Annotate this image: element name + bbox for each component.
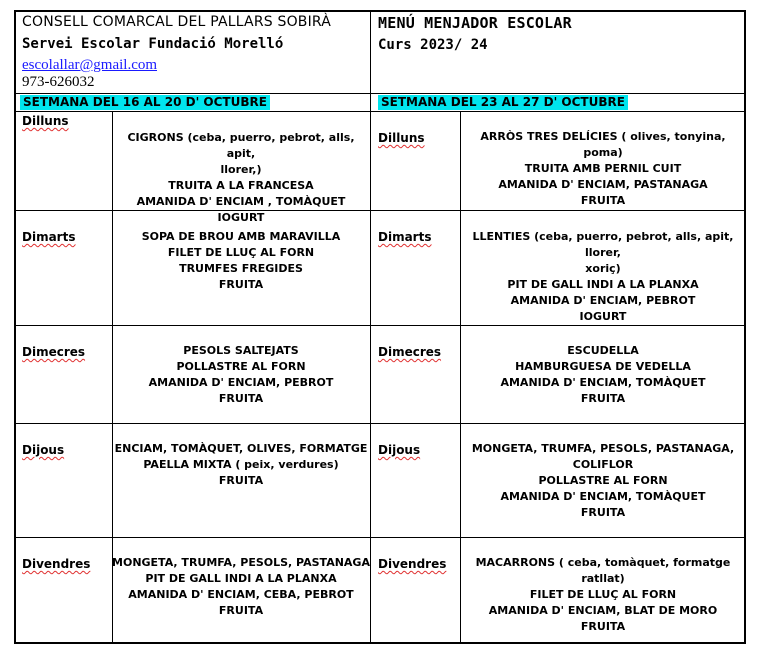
menu-line: FRUITA <box>580 620 626 633</box>
week-2-day-dimarts: Dimarts <box>378 230 432 244</box>
week-2-day-dijous: Dijous <box>378 443 421 457</box>
menu-line: AMANIDA D' ENCIAM, CEBA, PEBROT <box>128 588 354 601</box>
menu-line: MONGETA, TRUMFA, PESOLS, PASTANAGA <box>112 556 370 569</box>
week-2-label: SETMANA DEL 23 AL 27 D' OCTUBRE <box>378 95 628 110</box>
menu-line: AMANIDA D' ENCIAM, BLAT DE MORO <box>488 604 718 617</box>
menu-line: AMANIDA D' ENCIAM, TOMÀQUET <box>500 376 706 389</box>
menu-line: AMANIDA D' ENCIAM, PEBROT <box>148 376 334 389</box>
week-2-menu-divendres <box>460 555 746 635</box>
menu-line: HAMBURGUESA DE VEDELLA <box>515 360 691 373</box>
menu-title: MENÚ MENJADOR ESCOLAR <box>378 14 572 32</box>
menu-line: FRUITA <box>218 474 264 487</box>
menu-line: FRUITA <box>580 392 626 405</box>
menu-line: TRUITA AMB PERNIL CUIT <box>524 162 682 175</box>
org-name: CONSELL COMARCAL DEL PALLARS SOBIRÀ <box>22 14 332 30</box>
menu-line: MONGETA, TRUMFA, PESOLS, PASTANAGA, <box>471 442 735 455</box>
menu-line: FILET DE LLUÇ AL FORN <box>529 588 677 601</box>
menu-line: MACARRONS ( ceba, tomàquet, formatge ratllat) <box>475 556 731 585</box>
menu-line: TRUITA A LA FRANCESA <box>168 179 314 192</box>
menu-line: TRUMFES FREGIDES <box>179 262 303 275</box>
week-1-day-dimarts: Dimarts <box>22 230 76 244</box>
week-2-day-divendres: Divendres <box>378 557 447 571</box>
menu-line: PAELLA MIXTA ( peix, verdures) <box>143 458 339 471</box>
menu-line: FILET DE LLUÇ AL FORN <box>167 246 315 259</box>
menu-line: POLLASTRE AL FORN <box>538 474 668 487</box>
menu-line: FRUITA <box>218 604 264 617</box>
column-divider <box>370 10 371 644</box>
menu-line: LLENTIES (ceba, puerro, pebrot, alls, apit, llorer, <box>472 230 734 259</box>
week-row-divider <box>14 111 746 112</box>
week-2-menu-dimarts <box>460 229 746 325</box>
menu-line: IOGURT <box>579 310 627 323</box>
menu-line: llorer,) <box>220 163 262 176</box>
week-1-menu-divendres <box>112 555 370 619</box>
menu-line: PIT DE GALL INDI A LA PLANXA <box>145 572 337 585</box>
menu-line: COLIFLOR <box>572 458 634 471</box>
week-1-menu-dijous <box>112 441 370 489</box>
row-divider <box>14 325 746 326</box>
menu-line: FRUITA <box>580 194 626 207</box>
week-2-menu-dilluns <box>460 129 746 209</box>
week-2-day-dimecres: Dimecres <box>378 345 442 359</box>
menu-line: ARRÒS TRES DELÍCIES ( olives, tonyina, poma) <box>480 130 726 159</box>
menu-line: PIT DE GALL INDI A LA PLANXA <box>507 278 699 291</box>
week-1-menu-dilluns <box>112 130 370 226</box>
menu-line: CIGRONS (ceba, puerro, pebrot, alls, apit, <box>127 131 355 160</box>
course-label: Curs 2023/ 24 <box>378 37 488 53</box>
week-2-day-dilluns: Dilluns <box>378 131 425 145</box>
email-link[interactable]: escolallar@gmail.com <box>22 57 158 73</box>
week-2-menu-dimecres <box>460 343 746 407</box>
menu-line: AMANIDA D' ENCIAM, PEBROT <box>510 294 696 307</box>
menu-line: IOGURT <box>217 211 265 224</box>
service-name: Servei Escolar Fundació Morelló <box>22 36 284 52</box>
menu-line: FRUITA <box>218 278 264 291</box>
week-1-menu-dimarts <box>112 229 370 293</box>
menu-line: xoriç) <box>585 262 621 275</box>
menu-line: FRUITA <box>218 392 264 405</box>
menu-line: FRUITA <box>580 506 626 519</box>
week-1-day-divendres: Divendres <box>22 557 91 571</box>
week-1-menu-dimecres <box>112 343 370 407</box>
row-divider <box>14 537 746 538</box>
row-divider <box>14 423 746 424</box>
week-1-day-dimecres: Dimecres <box>22 345 86 359</box>
week-2-menu-dijous <box>460 441 746 521</box>
header-divider <box>14 93 746 94</box>
menu-line: POLLASTRE AL FORN <box>176 360 306 373</box>
menu-line: SOPA DE BROU AMB MARAVILLA <box>141 230 341 243</box>
menu-line: AMANIDA D' ENCIAM , TOMÀQUET <box>136 195 346 208</box>
phone-number: 973-626032 <box>22 74 95 90</box>
week-1-label: SETMANA DEL 16 AL 20 D' OCTUBRE <box>20 95 270 110</box>
menu-line: AMANIDA D' ENCIAM, PASTANAGA <box>498 178 708 191</box>
week-1-day-dilluns: Dilluns <box>22 114 69 128</box>
menu-line: AMANIDA D' ENCIAM, TOMÀQUET <box>500 490 706 503</box>
menu-line: PESOLS SALTEJATS <box>183 344 299 357</box>
menu-line: ESCUDELLA <box>567 344 639 357</box>
week-1-day-dijous: Dijous <box>22 443 65 457</box>
menu-line: ENCIAM, TOMÀQUET, OLIVES, FORMATGE <box>114 442 368 455</box>
